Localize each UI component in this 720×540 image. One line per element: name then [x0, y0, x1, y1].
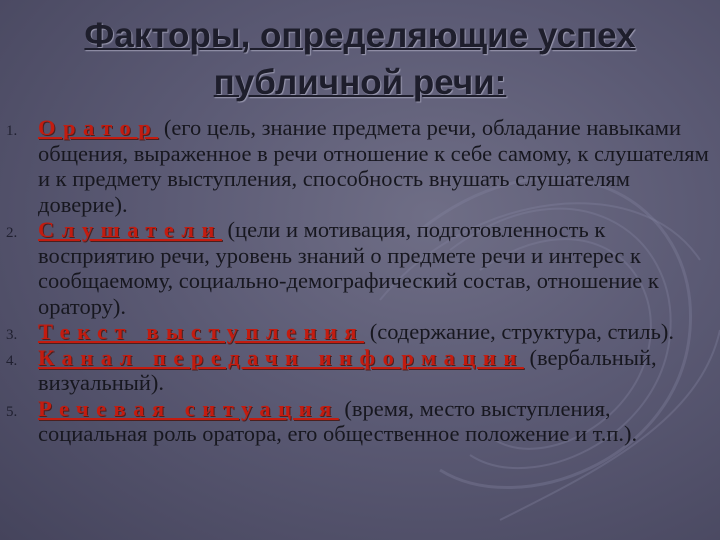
title-line-2: публичной речи: [213, 63, 507, 102]
factor-description: (содержание, структура, стиль). [364, 319, 675, 344]
list-item [0, 396, 720, 447]
factor-name: Канал передачи информации [38, 344, 524, 370]
list-item [0, 345, 720, 396]
list-item [0, 115, 720, 217]
item-number: 2. [6, 225, 18, 241]
factor-name: Текст выступления [38, 319, 365, 344]
factor-name: Оратор [38, 115, 159, 140]
factor-name: Речевая ситуация [38, 395, 339, 421]
item-number: 3. [6, 327, 18, 343]
page-title [0, 12, 720, 106]
item-number: 1. [6, 123, 18, 139]
list-item [0, 217, 720, 319]
factors-list [0, 115, 720, 447]
factor-description: (время, место выступления, социальная роль оратора, его общественное положение и т.п.). [38, 395, 638, 446]
factor-description: (его цель, знание предмета речи, обладание навыками общения, выраженное в речи отношение к себе самому, к слушателям и к предмету выступления, способность внушать слушателям доверие). [38, 115, 709, 217]
factor-description: (цели и мотивация, подготовленность к восприятию речи, уровень знаний о предмете речи и интерес к сообщаемому, социально-демографический состав, отношение к оратору). [38, 217, 659, 319]
list-item [0, 319, 720, 345]
title-line-1: Факторы, определяющие успех [84, 16, 636, 55]
factor-description: (вербальный, визуальный). [38, 344, 657, 395]
factor-name: Слушатели [38, 217, 222, 242]
item-number: 5. [6, 403, 18, 420]
item-number: 4. [6, 352, 18, 369]
